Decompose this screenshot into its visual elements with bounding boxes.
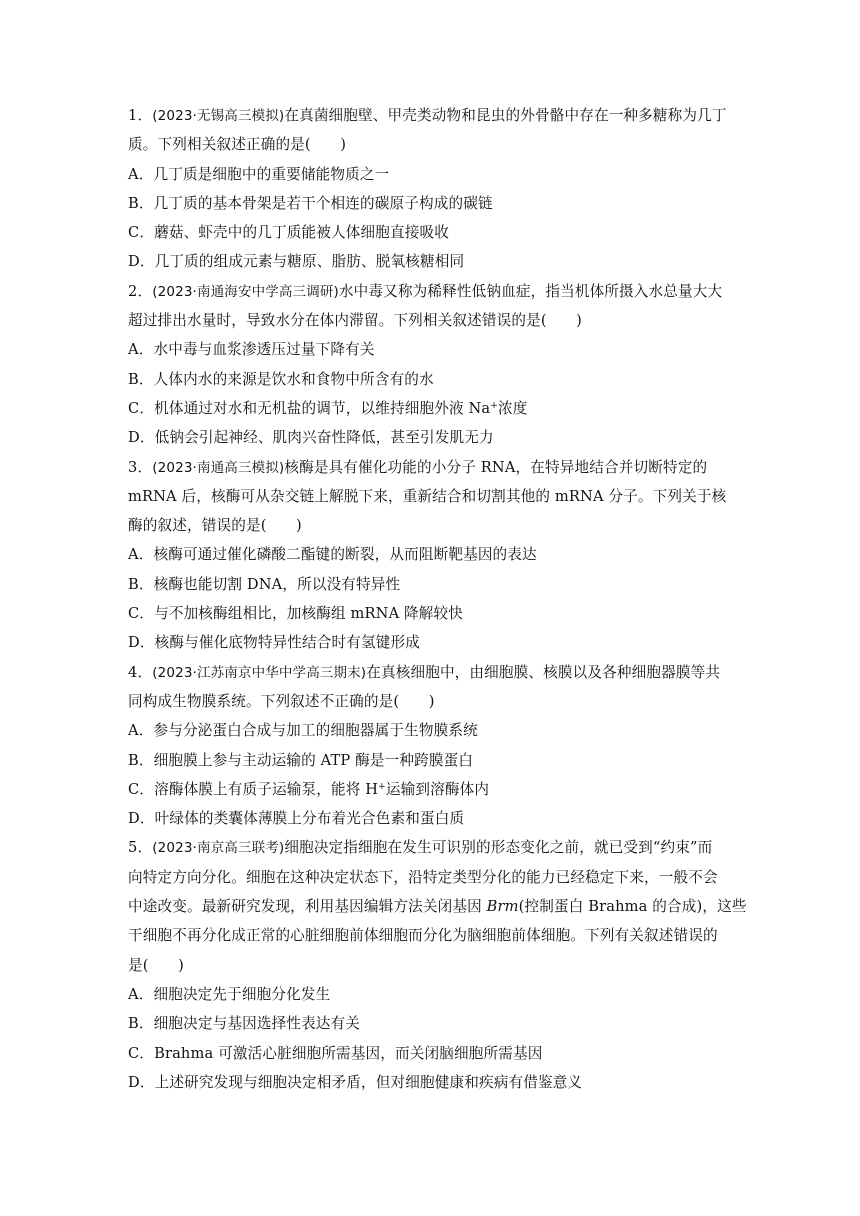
option-b: B．细胞膜上参与主动运输的 ATP 酶是一种跨膜蛋白 — [128, 751, 474, 769]
question-1 — [128, 101, 738, 277]
superscript-charge: + — [490, 400, 498, 411]
question-source: (2023·南通高三模拟) — [152, 459, 285, 476]
question-stem-line: 质。下列相关叙述正确的是( ) — [128, 136, 347, 154]
option-c: C．蘑菇、虾壳中的几丁质能被人体细胞直接吸收 — [128, 224, 449, 242]
option-a: A．水中毒与血浆渗透压过量下降有关 — [128, 341, 375, 359]
question-source: (2023·南京高三联考) — [152, 840, 285, 857]
question-stem-line: 超过排出水量时，导致水分在体内滞留。下列相关叙述错误的是( ) — [128, 312, 583, 330]
question-stem-line: 中途改变。最新研究发现，利用基因编辑方法关闭基因 Brm(控制蛋白 Brahma 的合成)，这些 — [128, 898, 747, 916]
question-source: (2023·南通海安中学高三调研) — [152, 283, 339, 300]
option-a: A．核酶可通过催化磷酸二酯键的断裂，从而阻断靶基因的表达 — [128, 546, 537, 564]
option-a: A．几丁质是细胞中的重要储能物质之一 — [128, 165, 390, 183]
option-c: C．溶酶体膜上有质子运输泵，能将 H+运输到溶酶体内 — [128, 780, 490, 798]
option-d: D．上述研究发现与细胞决定相矛盾，但对细胞健康和疾病有借鉴意义 — [128, 1073, 583, 1091]
option-c: C．Brahma 可激活心脏细胞所需基因，而关闭脑细胞所需基因 — [128, 1044, 543, 1062]
question-number: 5 — [128, 839, 138, 857]
question-stem-line: 向特定方向分化。细胞在这种决定状态下，沿特定类型分化的能力已经稳定下来，一般不会 — [128, 868, 718, 886]
question-number: 3 — [128, 458, 138, 476]
option-b: B．人体内水的来源是饮水和食物中所含有的水 — [128, 370, 434, 388]
option-b: B．核酶也能切割 DNA，所以没有特异性 — [128, 575, 401, 593]
question-5 — [128, 833, 747, 1097]
option-b: B．细胞决定与基因选择性表达有关 — [128, 1015, 361, 1033]
question-number: 2 — [128, 282, 138, 300]
question-source: (2023·无锡高三模拟) — [152, 108, 285, 124]
question-stem-line: 1．(2023·无锡高三模拟)在真菌细胞壁、甲壳类动物和昆虫的外骨骼中存在一种多糖称为几丁 — [128, 107, 727, 124]
gene-name: Brm — [486, 898, 519, 916]
question-stem-line: mRNA 后，核酶可从杂交链上解脱下来，重新结合和切割其他的 mRNA 分子。下列关于核 — [128, 487, 727, 505]
question-stem-line: 干细胞不再分化成正常的心脏细胞前体细胞而分化为脑细胞前体细胞。下列有关叙述错误的 — [128, 927, 718, 945]
question-3 — [128, 453, 738, 658]
option-d: D．叶绿体的类囊体薄膜上分布着光合色素和蛋白质 — [128, 810, 465, 828]
question-number: 1 — [128, 107, 138, 124]
option-b: B．几丁质的基本骨架是若干个相连的碳原子构成的碳链 — [128, 194, 493, 212]
question-source: (2023·江苏南京中华中学高三期末) — [152, 664, 367, 681]
question-stem-line: 是( ) — [128, 956, 184, 974]
question-stem-line: 2．(2023·南通海安中学高三调研)水中毒又称为稀释性低钠血症，指当机体所摄入水总量大大 — [128, 282, 723, 300]
stem-text: 核酶是具有催化功能的小分子 RNA，在特异地结合并切断特定的 — [284, 458, 708, 476]
stem-text: 细胞决定指细胞在发生可识别的形态变化之前，就已受到“约束”而 — [284, 839, 713, 857]
option-d: D．低钠会引起神经、肌肉兴奋性降低，甚至引发肌无力 — [128, 429, 494, 447]
question-stem-line: 5．(2023·南京高三联考)细胞决定指细胞在发生可识别的形态变化之前，就已受到“约束”而 — [128, 839, 713, 857]
document-page — [128, 101, 747, 1097]
question-stem-line: 4．(2023·江苏南京中华中学高三期末)在真核细胞中，由细胞膜、核膜以及各种细胞器膜等共 — [128, 663, 721, 681]
option-a: A．参与分泌蛋白合成与加工的细胞器属于生物膜系统 — [128, 722, 478, 740]
question-stem-line: 3．(2023·南通高三模拟)核酶是具有催化功能的小分子 RNA，在特异地结合并切断特定的 — [128, 458, 708, 476]
question-number: 4 — [128, 663, 138, 681]
option-d: D．几丁质的组成元素与糖原、脂肪、脱氧核糖相同 — [128, 253, 465, 271]
option-a: A．细胞决定先于细胞分化发生 — [128, 985, 331, 1003]
option-c: C．与不加核酶组相比，加核酶组 mRNA 降解较快 — [128, 605, 464, 623]
stem-text: 水中毒又称为稀释性低钠血症，指当机体所摄入水总量大大 — [338, 282, 723, 300]
option-d: D．核酶与催化底物特异性结合时有氢键形成 — [128, 634, 420, 652]
stem-text: 在真核细胞中，由细胞膜、核膜以及各种细胞器膜等共 — [366, 663, 721, 681]
question-2 — [128, 277, 738, 453]
option-c: C．机体通过对水和无机盐的调节，以维持细胞外液 Na+浓度 — [128, 399, 528, 417]
stem-text: 在真菌细胞壁、甲壳类动物和昆虫的外骨骼中存在一种多糖称为几丁 — [284, 107, 727, 124]
question-4 — [128, 658, 738, 834]
question-stem-line: 酶的叙述，错误的是( ) — [128, 517, 302, 535]
superscript-charge: + — [378, 781, 386, 792]
question-stem-line: 同构成生物膜系统。下列叙述不正确的是( ) — [128, 692, 435, 710]
